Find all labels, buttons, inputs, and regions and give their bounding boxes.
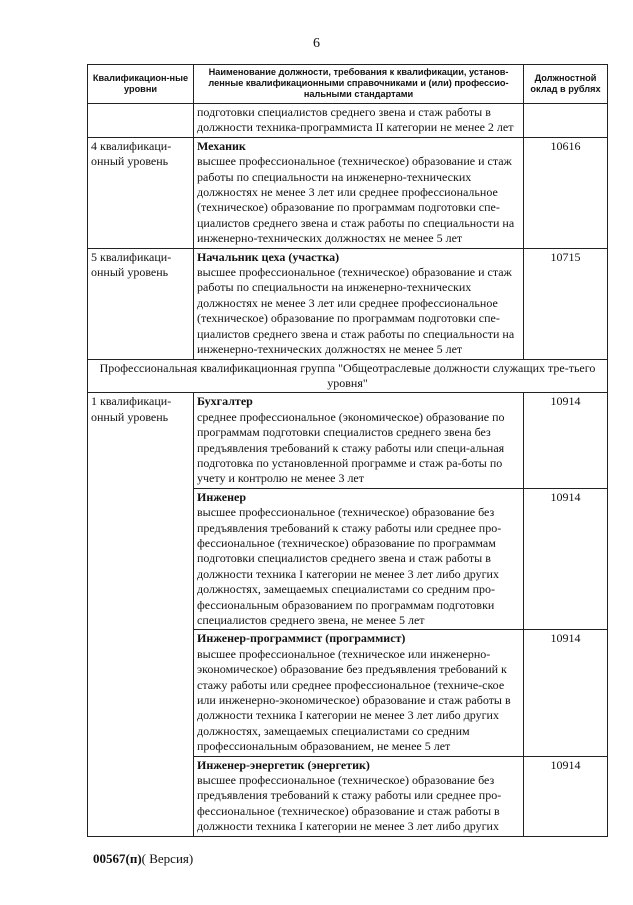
level-cell: 1 квалификаци-онный уровень <box>88 393 194 836</box>
position-description: подготовки специалистов среднего звена и стаж работы в должности техника-программиста II категории не менее 2 лет <box>197 105 514 135</box>
table-header-row <box>88 65 608 104</box>
position-title: Инженер <box>197 489 247 504</box>
position-title: Инженер-программист (программист) <box>197 631 406 646</box>
group-title: Профессиональная квалификационная группа "Общеотраслевые должности служащих тре-тьего уровня" <box>88 359 608 393</box>
table-row <box>88 393 608 488</box>
header-levels: Квалификацион-ные уровни <box>88 65 194 104</box>
qualification-table <box>87 64 608 837</box>
position-cell <box>194 756 524 836</box>
position-description: высшее профессиональное (техническое) образование без предъявления требований к стажу работы или среднее про-фессиональное (техническое) образование и стаж работы в должности техника I категории не менее 3 лет либо других <box>197 773 502 834</box>
position-title: Инженер-энергетик (энергетик) <box>197 757 370 772</box>
header-salary: Должностной оклад в рублях <box>524 65 608 104</box>
salary-cell: 10914 <box>524 630 608 756</box>
position-cell <box>194 630 524 756</box>
position-cell <box>194 488 524 630</box>
document-version: ( Версия) <box>141 851 194 866</box>
position-description: высшее профессиональное (техническое) образование и стаж работы по специальности на инженерно-технических должностях не менее 3 лет или среднее профессиональное (техническое) образование по программам подготовки спе-циалистов среднего звена и стаж работы по специальности на инженерно-технических должностях не менее 5 лет <box>197 265 515 357</box>
footer <box>93 851 193 867</box>
position-cell <box>194 104 524 138</box>
table-row <box>88 104 608 138</box>
position-description: высшее профессиональное (техническое) образование и стаж работы по специальности на инженерно-технических должностях не менее 3 лет или среднее профессиональное (техническое) образование по программам подготовки спе-циалистов среднего звена и стаж работы по специальности на инженерно-технических должностях не менее 5 лет <box>197 154 515 246</box>
salary-cell: 10914 <box>524 393 608 488</box>
table-row <box>88 137 608 248</box>
salary-cell: 10914 <box>524 488 608 630</box>
position-description: высшее профессиональное (техническое или инженерно-экономическое) образование без предъявления требований к стажу работы или среднее профессиональное (техниче-ское или инженерно-экономическое) образование и стаж работы в должности техника I категории не менее 3 лет либо других должностях, замещаемых специалистами со средним профессиональным образованием, не менее 5 лет <box>197 646 511 754</box>
level-cell: 4 квалификаци-онный уровень <box>88 137 194 248</box>
position-cell <box>194 137 524 248</box>
position-title: Бухгалтер <box>197 394 253 409</box>
level-cell: 5 квалификаци-онный уровень <box>88 248 194 359</box>
salary-cell: 10715 <box>524 248 608 359</box>
position-description: среднее профессиональное (экономическое) образование по программам подготовки специалистов среднего звена без предъявления требований к стажу работы или специ-альная подготовка по установленной программе и стаж ра-боты по учету и контролю не менее 3 лет <box>197 409 505 486</box>
salary-cell <box>524 104 608 138</box>
group-header-row <box>88 359 608 393</box>
salary-cell: 10914 <box>524 756 608 836</box>
position-cell <box>194 248 524 359</box>
document-code: 00567(п) <box>93 851 142 866</box>
table-row <box>88 248 608 359</box>
header-position: Наименование должности, требования к квалификации, установ-ленные квалификационными справочниками и (или) профессио-нальными стандартами <box>194 65 524 104</box>
position-title: Начальник цеха (участка) <box>197 249 340 264</box>
page-number: 6 <box>313 36 320 51</box>
level-cell <box>88 104 194 138</box>
position-title: Механик <box>197 138 246 153</box>
position-description: высшее профессиональное (техническое) образование без предъявления требований к стажу работы или среднее про-фессиональное (техническое) образование по программам подготовки специалистов среднего звена и стаж работы в должности техника I категории не менее 3 лет либо других должностях, замещаемых специалистами со средним про-фессиональным образованием по программам подготовки специалистов среднего звена, не менее 5 лет <box>197 505 502 627</box>
salary-cell: 10616 <box>524 137 608 248</box>
position-cell <box>194 393 524 488</box>
